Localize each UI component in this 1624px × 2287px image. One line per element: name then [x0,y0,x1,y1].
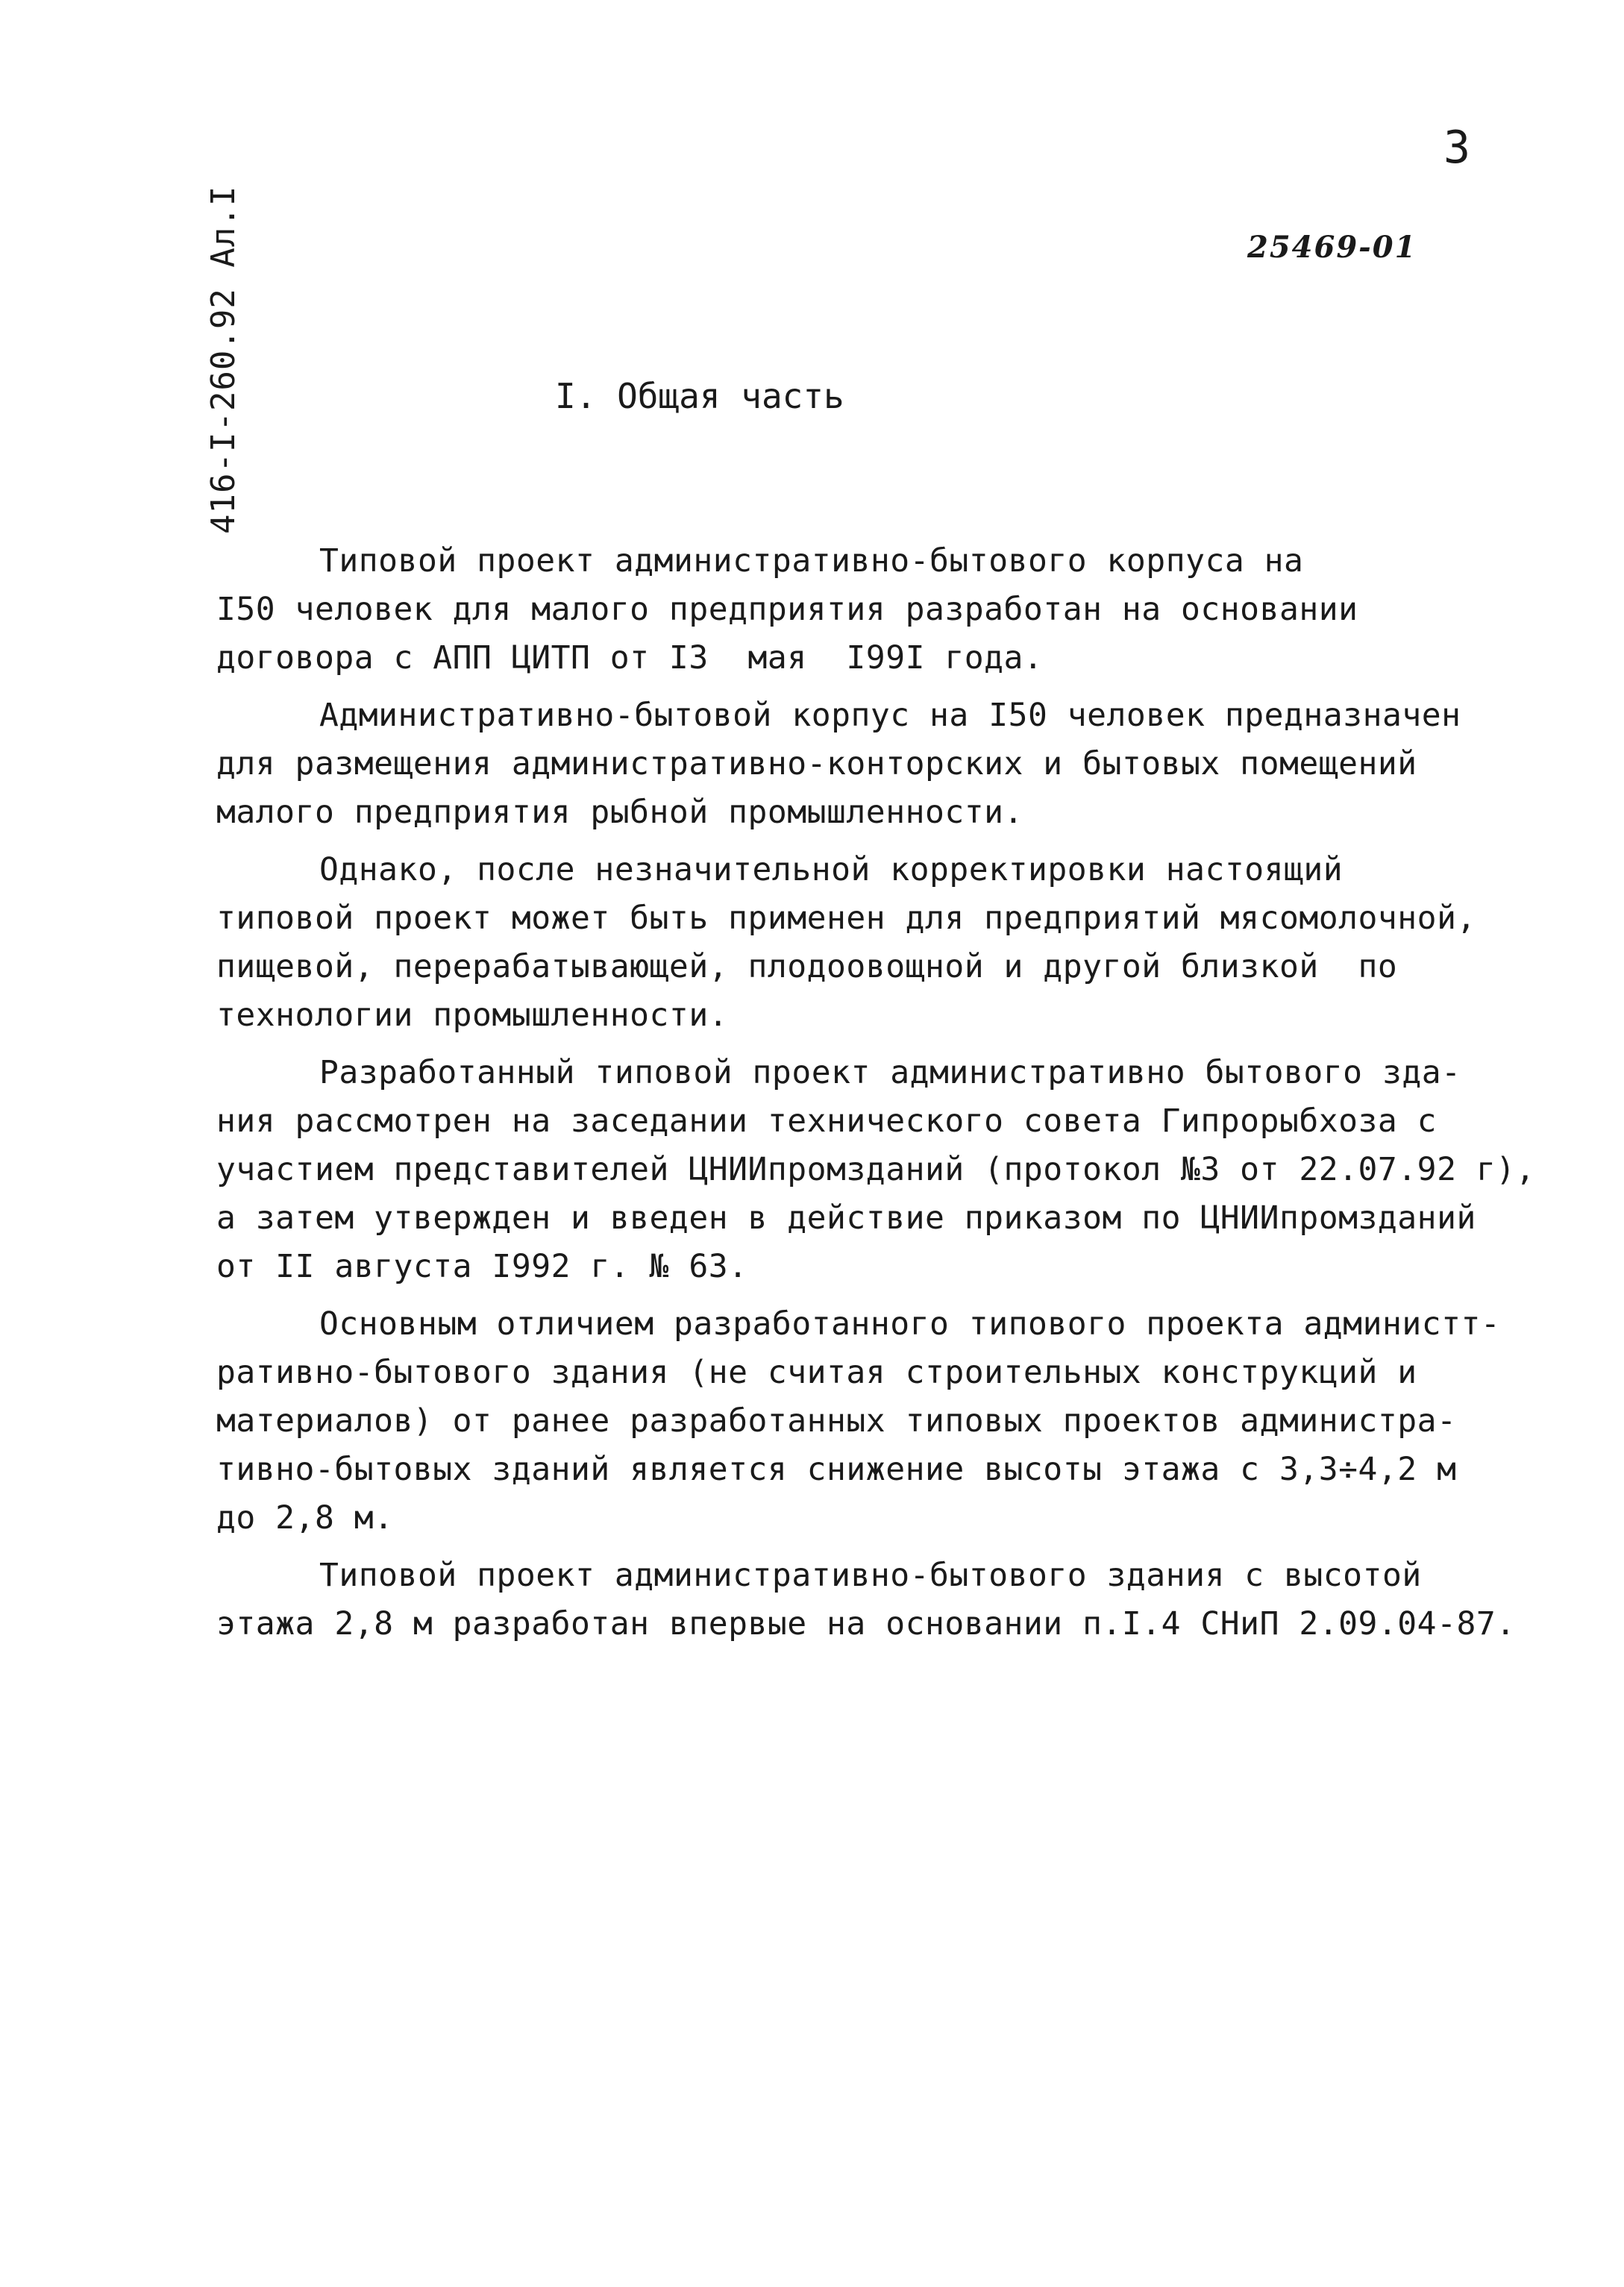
paragraph-line: малого предприятия рыбной промышленности. [216,794,1023,831]
paragraph-line: а затем утвержден и введен в действие приказом по ЦНИИпромзданий [216,1199,1476,1237]
paragraph-line: Основным отличием разработанного типового проекта администт- [319,1305,1501,1343]
paragraph-line: Однако, после незначительной корректировки настоящий [319,851,1344,888]
paragraph-line: Типовой проект административно-бытового здания с высотой [319,1557,1422,1594]
paragraph-line: этажа 2,8 м разработан впервые на основании п.I.4 СНиП 2.09.04-87. [216,1605,1516,1643]
paragraph [216,1049,1574,1291]
paragraph-line: материалов) от ранее разработанных типовых проектов администра- [216,1402,1457,1440]
paragraph-line: ративно-бытового здания (не считая строительных конструкций и [216,1354,1417,1391]
paragraph-line: от II августа I992 г. № 63. [216,1248,748,1285]
paragraph [216,1300,1574,1543]
paragraph [216,1552,1574,1648]
paragraph-line: Типовой проект административно-бытового корпуса на [319,542,1304,580]
paragraph-line: участием представителей ЦНИИпромзданий (протокол №3 от 22.07.92 г), [216,1151,1536,1188]
page-number: 3 [1443,122,1471,174]
side-code-margin [201,158,246,534]
paragraph-line: договора с АПП ЦИТП от I3 мая I99I года. [216,639,1044,677]
section-heading: I. Общая часть [555,376,844,416]
paragraph-line: тивно-бытовых зданий является снижение высоты этажа с 3,3÷4,2 м [216,1451,1457,1488]
paragraph [216,691,1574,837]
side-code-text: 416-I-260.92 Ал.I [204,185,242,534]
paragraph-line: Административно-бытовой корпус на I50 человек предназначен [319,697,1461,734]
paragraph [216,846,1574,1040]
paragraph-line: пищевой, перерабатывающей, плодоовощной и другой близкой по [216,948,1398,985]
paragraph-line: ния рассмотрен на заседании технического совета Гипрорыбхоза с [216,1102,1438,1140]
paragraph-line: Разработанный типовой проект административно бытового зда- [319,1054,1461,1091]
paragraph-line: до 2,8 м. [216,1499,394,1537]
body-text [216,537,1574,1648]
paragraph-line: I50 человек для малого предприятия разработан на основании [216,591,1358,628]
paragraph [216,537,1574,683]
paragraph-line: технологии промышленности. [216,997,729,1034]
paragraph-line: для размещения административно-конторских и бытовых помещений [216,745,1417,782]
document-code: 25469-01 [1247,230,1417,265]
paragraph-line: типовой проект может быть применен для предприятий мясомолочной, [216,900,1476,937]
